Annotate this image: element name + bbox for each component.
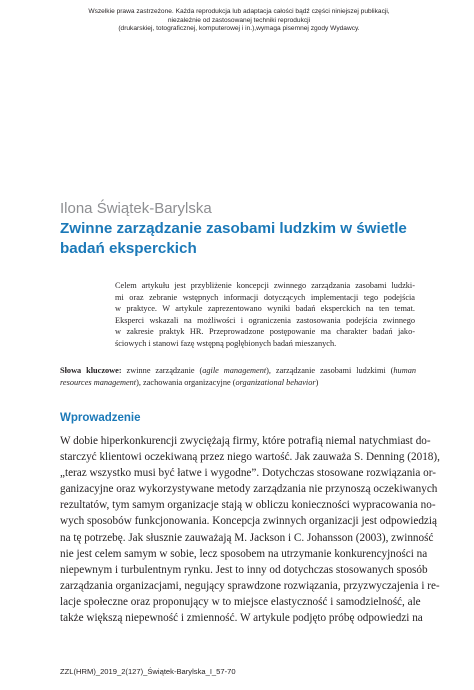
body-line: „teraz wszystko musi być łatwe i wygodne”. Dotychczas stosowane rozwiązania or- <box>60 467 436 480</box>
keywords-line <box>60 365 416 377</box>
keyword-english: resources management <box>60 377 137 387</box>
article-title-line: badań eksperckich <box>60 240 197 257</box>
section-heading: Wprowadzenie <box>60 412 141 424</box>
copyright-line: (drukarskiej, totograficznej, komputerowej i in.),wymaga pisemnej zgody Wydawcy. <box>118 25 360 33</box>
body-line: starczyć klientowi oczekiwaną przez niego wartość. Jak zauważa S. Denning (2018), <box>60 451 440 464</box>
abstract-line: w zakresie praktyk HR. Przeprowadzone postępowanie ma charakter badań jako- <box>115 327 415 337</box>
abstract-line: ściowych i stanowi fazę wstępną pogłębionych badań mieszanych. <box>115 338 337 348</box>
body-line: także większą niepewność i zmienność. W artykule podjęto próbę odpowiedzi na <box>60 612 423 625</box>
keywords <box>60 365 416 388</box>
body-line: lacje społeczne oraz proponujący w to miejsce elastyczność i samodzielność, ale <box>60 595 421 608</box>
body-line: zarządzania organizacjami, negujący sprawdzone rozwiązania, przyzwyczajenia i re- <box>60 579 440 592</box>
copyright-line: Wszelkie prawa zastrzeżone. Każda reprodukcja lub adaptacja całości bądź części niniejszej publikacji, <box>88 8 390 15</box>
body-line: ganizacyjne oraz wykorzystywane metody zarządzania nie przynoszą oczekiwanych <box>60 483 438 496</box>
abstract-line: Celem artykułu jest przybliżenie koncepcji zwinnego zarządzania zasobami ludzki- <box>115 281 415 290</box>
body-line: na tę potrzebę. Jak słusznie zauważają M. Jackson i C. Johansson (2003), zwinność <box>60 531 434 544</box>
page-footer: ZZL(HRM)_2019_2(127)_Świątek-Barylska_I_57-70 <box>60 667 236 676</box>
copyright-line: niezależnie od zastosowanej techniki reprodukcji <box>167 16 311 24</box>
body-line: W dobie hiperkonkurencji zwyciężają firmy, które potrafią niemal natychmiast do- <box>60 435 431 447</box>
keyword-english: organizational behavior <box>235 377 316 387</box>
abstract <box>115 280 415 350</box>
body-line: niepewnym i turbulentnym rynku. Jest to inny od dotychczas stosowanych sposób <box>60 563 428 576</box>
keywords-line <box>60 377 416 389</box>
keywords-label: Słowa kluczowe: <box>60 366 122 375</box>
article-title-line: Zwinne zarządzanie zasobami ludzkim w świetle <box>60 220 407 237</box>
keyword-english: agile management <box>202 366 267 375</box>
keyword-text: ), zarządzanie zasobami ludzkimi ( <box>266 366 394 375</box>
copyright-notice <box>40 8 438 34</box>
body-line: wych sposobów funkcjonowania. Koncepcja zwinnych organizacji jest odpowiedzią <box>60 515 437 528</box>
keyword-english: human <box>393 366 416 375</box>
abstract-line: Eksperci wskazali na możliwości i ograniczenia zastosowania podejścia zwinnego <box>115 315 415 325</box>
abstract-line: w praktyce. W artykule zaprezentowano wyniki badań eksperckich na ten temat. <box>115 304 415 314</box>
keyword-text: ) <box>315 377 319 387</box>
keyword-text: zwinne zarządzanie ( <box>121 366 203 375</box>
body-text <box>60 433 440 626</box>
keyword-text: ), zachowania organizacyjne ( <box>136 377 236 387</box>
body-line: rezultatów, tym samym organizacje stają w obliczu konieczności wypracowania no- <box>60 499 436 512</box>
abstract-line: mi oraz zebranie wstępnych informacji dotyczących implementacji tego podejścia <box>115 292 415 302</box>
article-author: Ilona Świątek-Barylska <box>60 200 212 217</box>
article-title <box>60 219 440 259</box>
body-line: nie jest celem samym w sobie, lecz sposobem na utrzymanie konkurencyjności na <box>60 547 428 560</box>
